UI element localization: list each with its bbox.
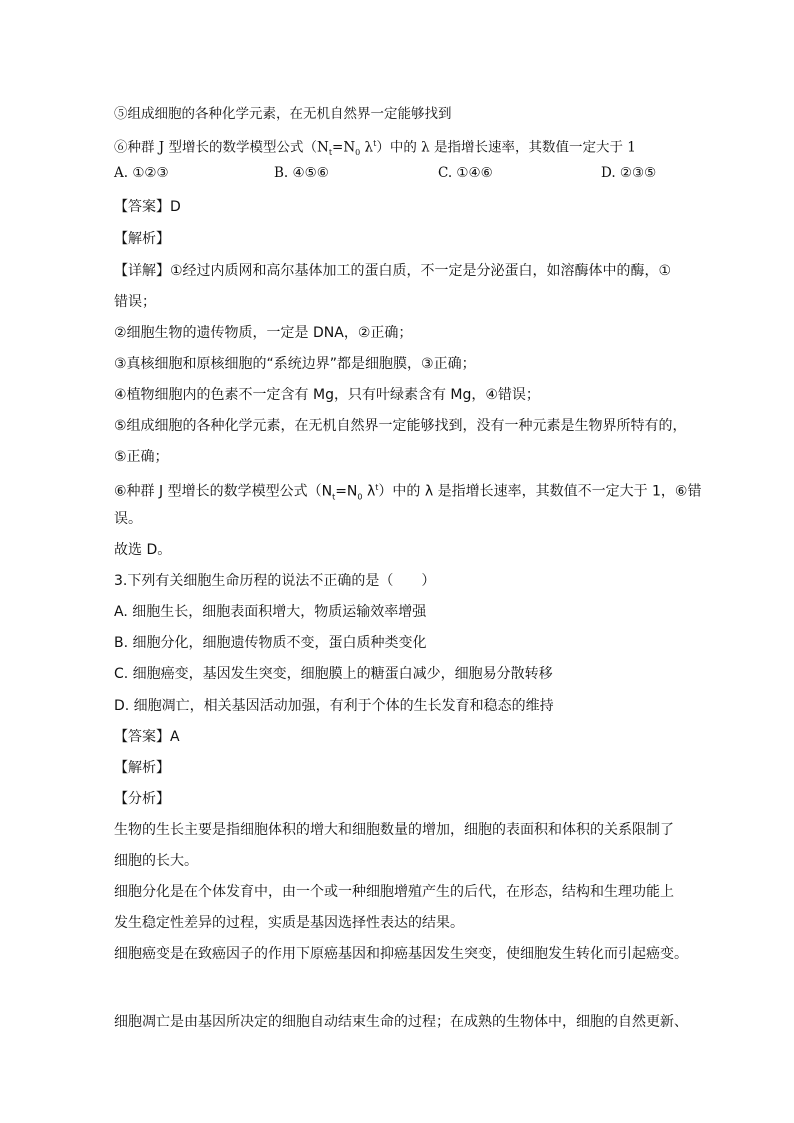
option-a: A. ①②③	[114, 165, 169, 181]
detail-8-part-4: ）中的 λ 是指增长速率，其数值不一定大于 1，⑥错	[378, 483, 702, 500]
q2-options	[114, 165, 689, 185]
analysis-para-1-line-2: 细胞的长大。	[114, 853, 198, 869]
q3-option-b: B. 细胞分化，细胞遗传物质不变，蛋白质种类变化	[114, 635, 427, 651]
analysis-para-2-line-1: 细胞分化是在个体发育中，由一个或一种细胞增殖产生的后代，在形态，结构和生理功能上	[114, 884, 674, 900]
statement-5: ⑤组成细胞的各种化学元素，在无机自然界一定能够找到	[114, 106, 452, 122]
statement-6-part-3: λ	[360, 139, 374, 156]
detail-line-3: ②细胞生物的遗传物质，一定是 DNA，②正确；	[114, 325, 413, 341]
q3-fenxi-heading: 【分析】	[114, 791, 170, 807]
subscript-t: t	[328, 148, 333, 158]
statement-6-part-1: ⑥种群 J 型增长的数学模型公式（N	[114, 139, 329, 156]
superscript-t: t	[373, 139, 377, 148]
analysis-para-4: 细胞凋亡是由基因所决定的细胞自动结束生命的过程；在成熟的生物体中，细胞的自然更新、	[114, 1014, 688, 1030]
q3-option-d: D. 细胞凋亡，相关基因活动加强，有利于个体的生长发育和稳态的维持	[114, 698, 554, 714]
q3-option-c: C. 细胞癌变，基因发生突变，细胞膜上的糖蛋白减少，细胞易分散转移	[114, 666, 553, 682]
option-b: B. ④⑤⑥	[274, 165, 329, 181]
detail-8-part-2: =N	[335, 483, 358, 500]
option-d: D. ②③⑤	[601, 165, 657, 181]
detail-conclusion: 故选 D。	[114, 542, 172, 558]
detail-line-9: 误。	[114, 511, 142, 527]
statement-6-part-2: =N	[332, 139, 356, 156]
subscript-0: 0	[355, 148, 361, 158]
detail-line-6: ⑤组成细胞的各种化学元素，在无机自然界一定能够找到，没有一种元素是生物界所特有的，	[114, 418, 687, 434]
subscript-t-2: t	[332, 492, 336, 502]
q2-analysis-heading: 【解析】	[114, 231, 170, 247]
q3-option-a: A. 细胞生长，细胞表面积增大，物质运输效率增强	[114, 604, 427, 620]
detail-8-part-3: λ	[362, 483, 376, 500]
detail-line-8	[114, 478, 702, 507]
analysis-para-2-line-2: 发生稳定性差异的过程，实质是基因选择性表达的结果。	[114, 915, 464, 931]
analysis-para-3: 细胞癌变是在致癌因子的作用下原癌基因和抑癌基因发生突变，使细胞发生转化而引起癌变。	[114, 946, 688, 962]
question-3: 3.下列有关细胞生命历程的说法不正确的是（ ）	[114, 573, 436, 589]
detail-line-4: ③真核细胞和原核细胞的“系统边界”都是细胞膜，③正确；	[114, 356, 476, 372]
q2-answer: 【答案】D	[114, 199, 181, 215]
option-c: C. ①④⑥	[438, 165, 493, 181]
q3-analysis-heading: 【解析】	[114, 760, 170, 776]
detail-8-part-1: ⑥种群 J 型增长的数学模型公式（N	[114, 483, 333, 500]
superscript-t-2: t	[375, 483, 379, 492]
statement-6-part-4: ）中的 λ 是指增长速率，其数值一定大于 1	[376, 139, 636, 156]
subscript-0-2: 0	[357, 492, 363, 502]
analysis-para-1-line-1: 生物的生长主要是指细胞体积的增大和细胞数量的增加，细胞的表面积和体积的关系限制了	[114, 822, 674, 838]
q3-answer: 【答案】A	[114, 729, 180, 745]
detail-line-2: 错误；	[114, 294, 156, 310]
statement-6	[114, 134, 689, 163]
detail-line-5: ④植物细胞内的色素不一定含有 Mg，只有叶绿素含有 Mg，④错误；	[114, 387, 540, 403]
detail-line-7: ⑤正确；	[114, 449, 169, 465]
detail-line-1: 【详解】①经过内质网和高尔基体加工的蛋白质，不一定是分泌蛋白，如溶酶体中的酶，①	[114, 263, 672, 279]
